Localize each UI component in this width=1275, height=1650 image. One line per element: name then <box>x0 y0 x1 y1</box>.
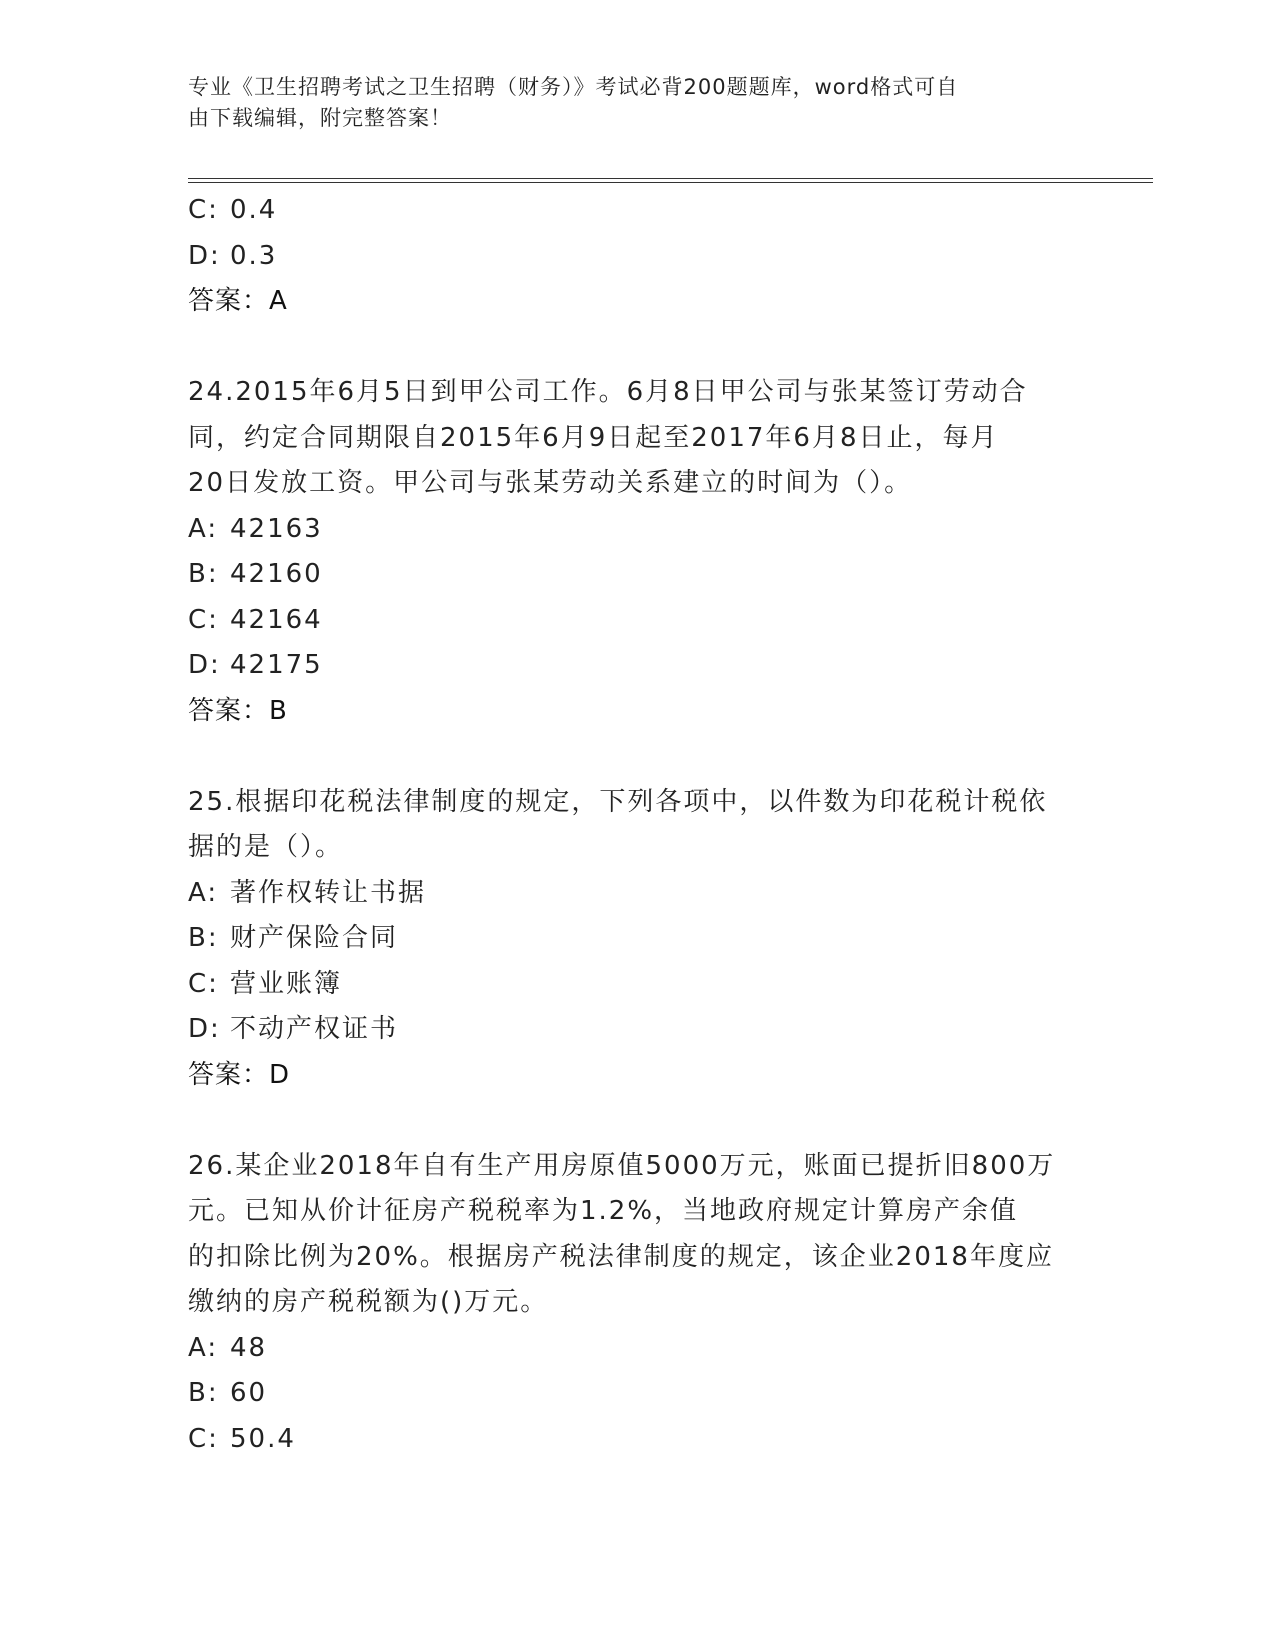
option-text: 著作权转让书据 <box>230 877 427 908</box>
option-a <box>188 871 1088 917</box>
option-key: C: <box>188 604 219 635</box>
option-b <box>188 1371 1088 1417</box>
question-stem-line: 26.某企业2018年自有生产用房原值5000万元，账面已提折旧800万 <box>188 1150 1056 1181</box>
option-text: 50.4 <box>230 1423 296 1454</box>
option-key: B: <box>188 559 219 589</box>
header-line-1: 专业《卫生招聘考试之卫生招聘（财务）》考试必背200题题库，word格式可自 <box>188 75 959 99</box>
spacer <box>188 1098 1088 1144</box>
option-c <box>188 598 1088 644</box>
option-a <box>188 1326 1088 1372</box>
question-stem-line: 的扣除比例为20%。根据房产税法律制度的规定，该企业2018年度应 <box>188 1241 1054 1272</box>
option-c <box>188 188 1088 234</box>
option-c <box>188 962 1088 1008</box>
question-stem-line: 元。已知从价计征房产税税率为1.2%，当地政府规定计算房产余值 <box>188 1196 1019 1226</box>
option-text: 不动产权证书 <box>230 1014 399 1044</box>
option-key: D: <box>188 240 221 271</box>
question-stem-line: 24.2015年6月5日到甲公司工作。6月8日甲公司与张某签订劳动合 <box>188 377 1028 407</box>
option-key: C: <box>188 1423 219 1454</box>
option-key: C: <box>188 195 219 225</box>
option-text: 42160 <box>230 559 323 589</box>
option-text: 42164 <box>230 604 323 635</box>
option-text: 0.3 <box>230 240 278 271</box>
option-a <box>188 507 1088 553</box>
document-body <box>188 188 1088 1462</box>
option-text: 0.4 <box>230 195 278 225</box>
spacer <box>188 734 1088 780</box>
option-key: D: <box>188 1014 221 1044</box>
question-stem-line: 同，约定合同期限自2015年6月9日起至2017年6月8日止，每月 <box>188 422 999 453</box>
option-key: A: <box>188 1332 219 1363</box>
option-d <box>188 643 1088 689</box>
option-key: C: <box>188 968 219 999</box>
question-stem-line: 据的是（）。 <box>188 832 344 862</box>
option-text: 财产保险合同 <box>230 923 399 953</box>
answer-line: 答案：B <box>188 695 288 726</box>
answer-line: 答案：D <box>188 1059 291 1090</box>
question-stem-line: 缴纳的房产税税额为()万元。 <box>188 1287 549 1317</box>
option-text: 60 <box>230 1378 268 1408</box>
option-text: 营业账簿 <box>230 968 343 999</box>
option-key: A: <box>188 513 219 544</box>
option-text: 48 <box>230 1332 268 1363</box>
option-key: B: <box>188 923 219 953</box>
question-23 <box>188 188 1088 325</box>
header-rule-top <box>188 178 1153 179</box>
option-c <box>188 1417 1088 1463</box>
option-b <box>188 552 1088 598</box>
option-text: 42163 <box>230 513 323 544</box>
header-line-2: 由下载编辑，附完整答案！ <box>188 106 452 130</box>
answer-line: 答案：A <box>188 286 288 316</box>
question-24 <box>188 370 1088 734</box>
spacer <box>188 325 1088 371</box>
option-d <box>188 1007 1088 1053</box>
option-key: D: <box>188 650 221 680</box>
option-text: 42175 <box>230 650 323 680</box>
question-stem-line: 25.根据印花税法律制度的规定，下列各项中，以件数为印花税计税依 <box>188 786 1048 817</box>
question-stem-line: 20日发放工资。甲公司与张某劳动关系建立的时间为（）。 <box>188 468 913 498</box>
question-26 <box>188 1144 1088 1463</box>
option-b <box>188 916 1088 962</box>
document-header <box>188 72 1068 134</box>
header-rule-bottom <box>188 182 1153 183</box>
option-d <box>188 234 1088 280</box>
option-key: A: <box>188 877 219 908</box>
question-25 <box>188 780 1088 1099</box>
option-key: B: <box>188 1378 219 1408</box>
